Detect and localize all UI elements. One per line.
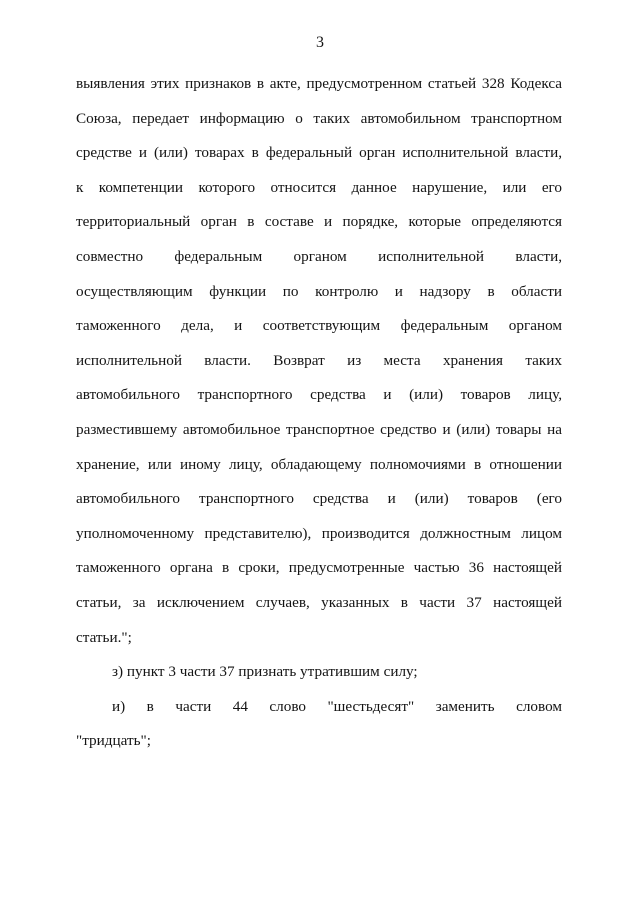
text-line: статьи."; [76, 628, 132, 646]
text-line: автомобильного транспортного средства и (или) товаров (его [76, 490, 562, 508]
text-line: Союза, передает информацию о таких автомобильном транспортном [76, 109, 562, 127]
page-number: 3 [316, 34, 324, 51]
text-line: таможенного дела, и соответствующим федеральным органом [76, 317, 562, 335]
text-line: хранение, или иному лицу, обладающему полномочиями в отношении [76, 455, 562, 473]
text-line: средстве и (или) товарах в федеральный орган исполнительной власти, [76, 144, 562, 162]
text-line: автомобильного транспортного средства и (или) товаров лицу, [76, 386, 562, 404]
text-line: выявления этих признаков в акте, предусмотренном статьей 328 Кодекса [76, 75, 562, 92]
document-body [76, 67, 562, 759]
text-line: таможенного органа в сроки, предусмотренные частью 36 настоящей [76, 559, 562, 577]
text-line: "тридцать"; [76, 732, 151, 750]
text-line: осуществляющим функции по контролю и надзору в области [76, 282, 562, 300]
text-line: разместившему автомобильное транспортное средство и (или) товары на [76, 420, 562, 438]
text-line: з) пункт 3 части 37 признать утратившим силу; [112, 663, 418, 681]
text-line: к компетенции которого относится данное нарушение, или его [76, 178, 562, 196]
text-line: и) в части 44 слово "шестьдесят" заменить словом [112, 697, 562, 715]
text-line: уполномоченному представителю), производится должностным лицом [76, 524, 562, 542]
text-line: статьи, за исключением случаев, указанных в части 37 настоящей [76, 593, 562, 611]
text-line: исполнительной власти. Возврат из места хранения таких [76, 351, 562, 369]
text-line: территориальный орган в составе и порядке, которые определяются [76, 213, 562, 231]
text-line: совместно федеральным органом исполнительной власти, [76, 247, 562, 265]
